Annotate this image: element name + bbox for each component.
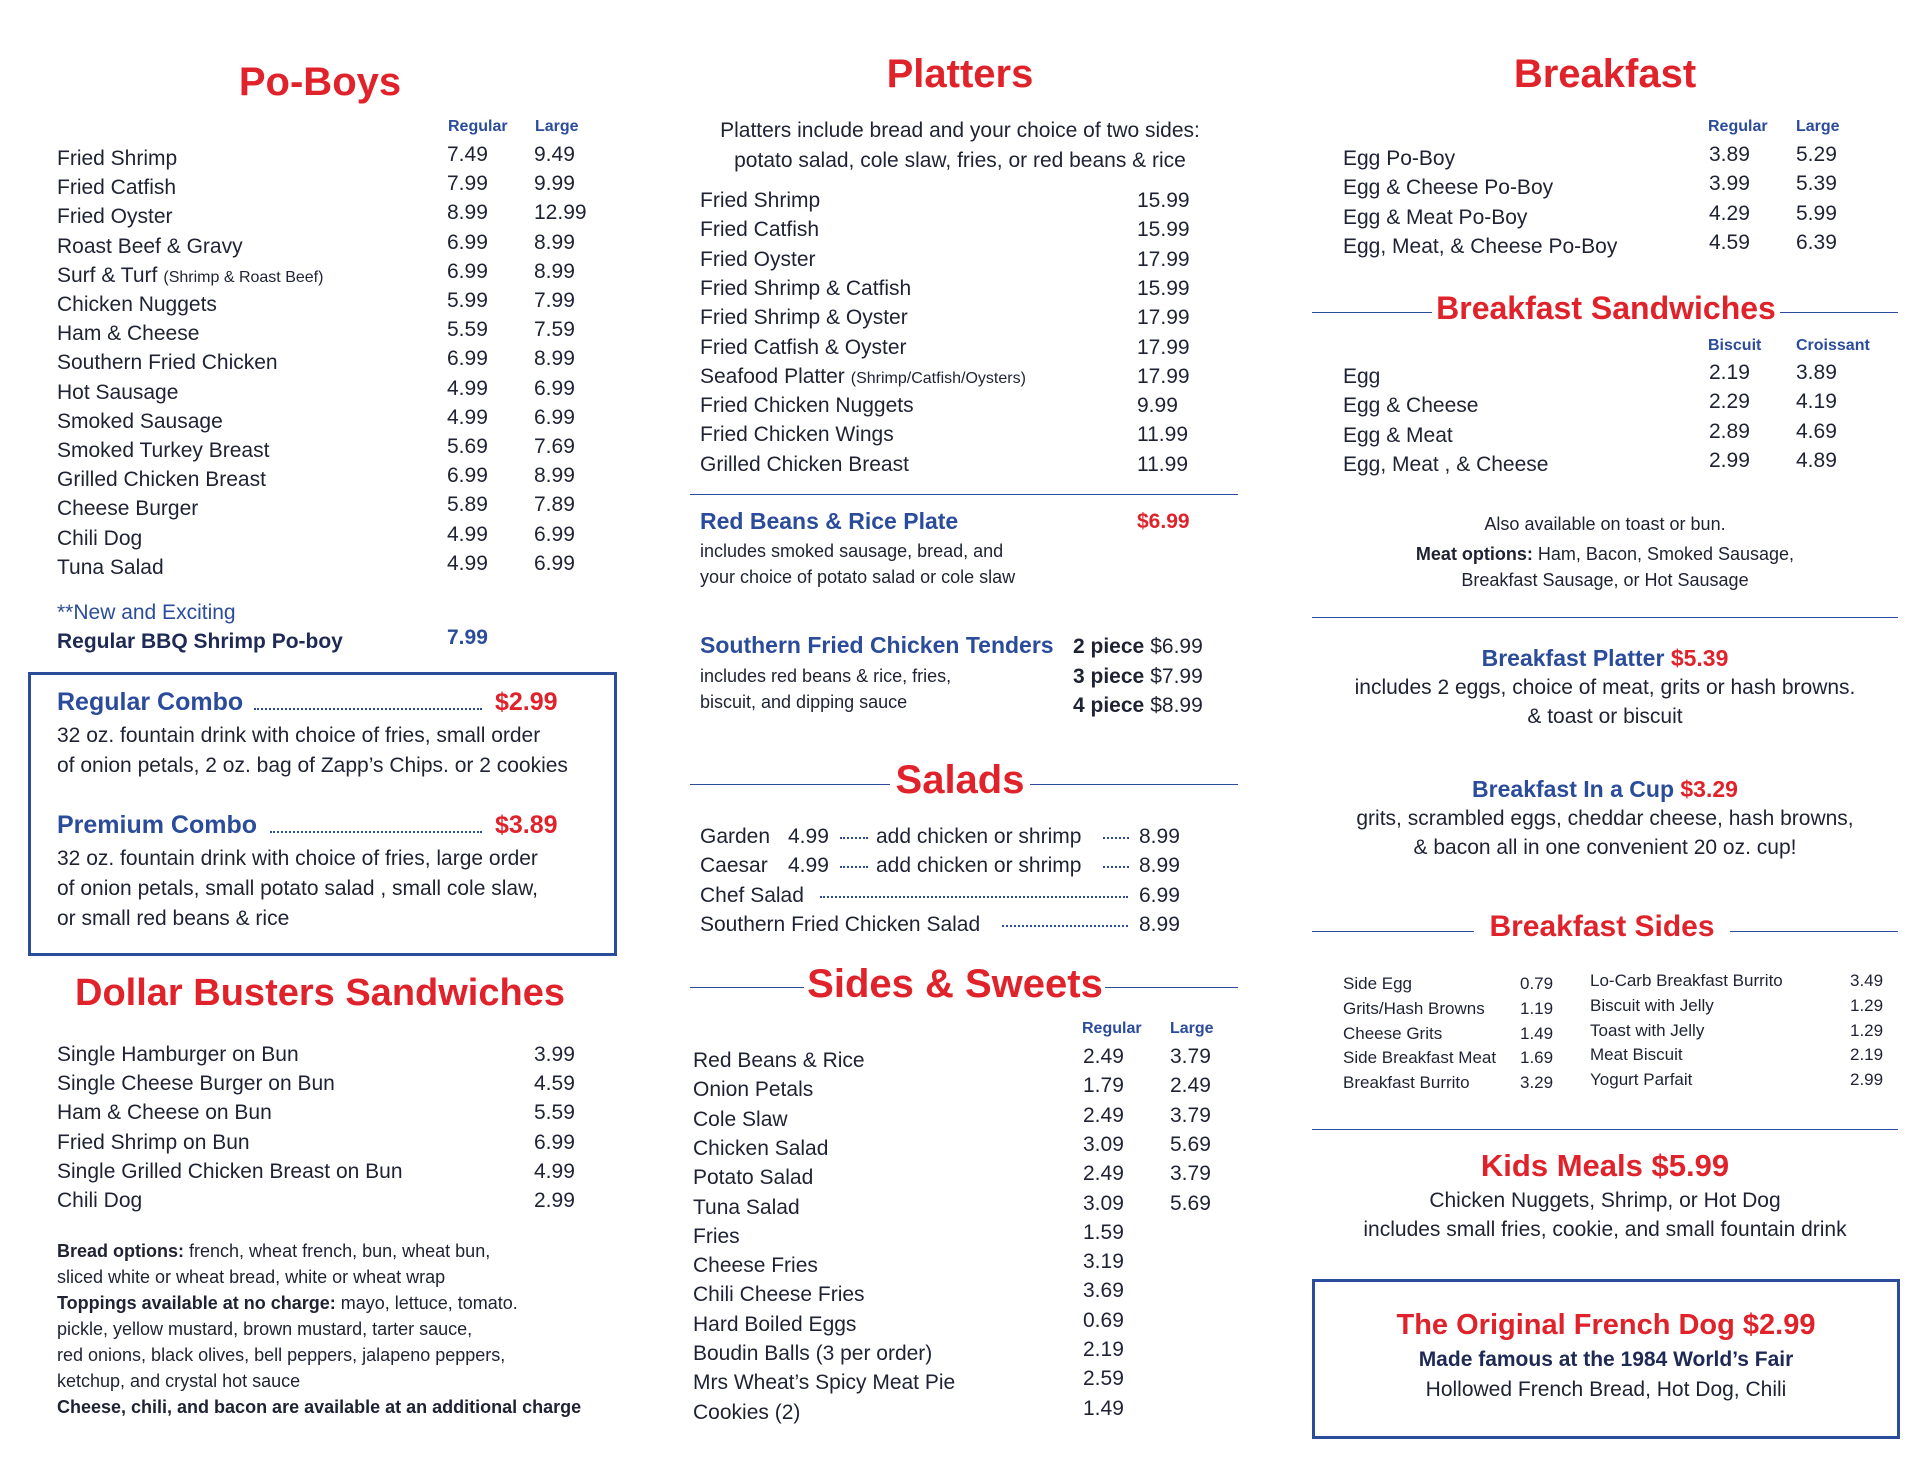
kids-line-2: includes small fries, cookie, and small fountain drink [1363,1218,1847,1241]
poboy-large-price: 6.99 [534,551,575,575]
side-name: Boudin Balls (3 per order) [693,1342,933,1365]
bsand-croissant-price: 4.89 [1796,448,1837,472]
poboy-large-price: 8.99 [534,230,575,254]
dollar-name: Single Cheese Burger on Bun [57,1072,335,1096]
salad-name: Chef Salad [700,884,804,907]
toppings-text-1: mayo, lettuce, tomato. [335,1293,518,1313]
salad-leader [840,866,868,868]
poboy-name: Fried Oyster [57,205,173,229]
side-regular-price: 2.59 [1083,1367,1124,1391]
salads-rule-left [690,784,890,785]
tender-pieces: 3 piece [1073,664,1145,688]
combo-desc-line: 32 oz. fountain drink with choice of fries, small order [57,724,541,747]
poboys-col-large: Large [535,118,579,135]
salad-addon: add chicken or shrimp [876,825,1082,848]
kids-title: Kids Meals $5.99 [1480,1148,1730,1183]
breakfast-regular-price: 4.29 [1709,201,1750,225]
dollar-name: Fried Shrimp on Bun [57,1130,250,1154]
bsand-title: Breakfast Sandwiches [1436,290,1776,326]
combo-desc-line: of onion petals, 2 oz. bag of Zapp’s Chips. or 2 cookies [57,754,568,777]
side-name: Mrs Wheat’s Spicy Meat Pie [693,1371,956,1395]
combo-name: Premium Combo [57,811,258,839]
frenchdog-title: The Original French Dog $2.99 [1396,1309,1816,1341]
poboy-regular-price: 6.99 [447,259,488,283]
side-large-price: 5.69 [1170,1132,1211,1156]
platter-price: 11.99 [1137,423,1188,447]
poboy-name: Smoked Sausage [57,409,223,433]
side-large-price: 3.79 [1170,1103,1211,1127]
platters-title: Platters [886,52,1034,96]
bsand-name: Egg & Cheese [1343,394,1479,418]
platter-note: (Shrimp/Catfish/Oysters) [850,369,1026,387]
sides-col-regular: Regular [1082,1020,1142,1037]
bsides-rule-left [1312,931,1474,932]
dollar-price: 5.59 [534,1101,575,1125]
bside-price: 1.29 [1850,1020,1884,1040]
platter-price: 9.99 [1137,394,1178,418]
poboy-regular-price: 6.99 [447,464,488,488]
breakfast-name: Egg & Cheese Po-Boy [1343,176,1554,200]
poboy-regular-price: 4.99 [447,405,488,429]
frenchdog [1312,1305,1900,1405]
salad-addon-price: 8.99 [1139,854,1180,878]
bsand-croissant-price: 4.69 [1796,419,1837,443]
combo-desc-line: of onion petals, small potato salad , small cole slaw, [57,877,538,900]
frenchdog-line-2: Hollowed French Bread, Hot Dog, Chili [1425,1378,1787,1401]
sides-rule-left [690,987,804,988]
poboy-regular-price: 8.99 [447,201,488,225]
bside-name: Toast with Jelly [1590,1020,1705,1040]
combo-desc [57,721,568,781]
combo-desc-line: 32 oz. fountain drink with choice of fries, large order [57,847,538,870]
bside-name: Biscuit with Jelly [1590,995,1714,1015]
poboy-large-price: 6.99 [534,376,575,400]
dollar-name: Chili Dog [57,1189,143,1212]
side-name: Potato Salad [693,1166,814,1190]
bread-options [57,1238,627,1420]
poboy-large-price: 6.99 [534,522,575,546]
bside-name: Cheese Grits [1343,1023,1443,1043]
bside-price: 1.69 [1520,1048,1554,1068]
redbeans-price: $6.99 [1137,510,1190,533]
redbeans-desc-1: includes smoked sausage, bread, and [700,541,1004,561]
toppings-text-2: pickle, yellow mustard, brown mustard, tarter sauce, [57,1319,473,1339]
side-name: Chicken Salad [693,1136,829,1160]
tenders-name: Southern Fried Chicken Tenders [700,632,1054,658]
tender-price: $7.99 [1150,664,1203,688]
breakfast-large-price: 6.39 [1796,230,1837,254]
platter-name: Fried Catfish & Oyster [700,335,907,359]
meat-text-2: Breakfast Sausage, or Hot Sausage [1461,570,1749,590]
side-regular-price: 3.09 [1083,1132,1124,1156]
side-regular-price: 2.49 [1083,1103,1124,1127]
platter-name: Seafood Platter (Shrimp/Catfish/Oysters) [700,364,1026,388]
bread-text-2: sliced white or wheat bread, white or wheat wrap [57,1267,446,1287]
new-item: Regular BBQ Shrimp Po-boy [57,630,343,653]
bside-price: 1.19 [1520,998,1554,1018]
poboy-large-price: 8.99 [534,464,575,488]
breakfast-title: Breakfast [1513,52,1697,96]
platter-name: Grilled Chicken Breast [700,452,909,476]
poboys-col-regular: Regular [448,118,508,135]
poboy-name: Ham & Cheese [57,322,200,346]
side-large-price: 3.79 [1170,1045,1211,1068]
bside-price: 2.19 [1850,1045,1884,1065]
side-regular-price: 2.49 [1083,1162,1124,1186]
platters-intro-2: potato salad, cole slaw, fries, or red beans & rice [734,149,1186,172]
platters-intro [690,116,1230,176]
poboy-large-price: 7.89 [534,493,575,517]
salad-leader [1103,837,1129,839]
salad-name: Garden [700,825,771,848]
poboy-name: Southern Fried Chicken [57,351,278,375]
dollar-price: 6.99 [534,1130,575,1154]
side-name: Hard Boiled Eggs [693,1312,857,1336]
platter-price: 17.99 [1137,335,1190,359]
platters-divider [690,494,1238,495]
bsand-croissant-price: 3.89 [1796,361,1837,384]
poboy-large-price: 12.99 [534,201,587,225]
toppings-text-3: red onions, black olives, bell peppers, jalapeno peppers, [57,1345,506,1365]
bcup-price: $3.29 [1680,776,1738,802]
tender-price: $6.99 [1150,635,1203,658]
bsand-biscuit-price: 2.89 [1709,419,1750,443]
bside-name: Yogurt Parfait [1590,1070,1693,1090]
bcup-desc-1: grits, scrambled eggs, cheddar cheese, hash browns, [1356,807,1854,830]
bside-price: 1.29 [1850,995,1884,1015]
combo-desc [57,844,538,934]
bsand-name: Egg, Meat , & Cheese [1343,452,1549,476]
salad-name: Caesar [700,854,768,878]
salad-addon: add chicken or shrimp [876,854,1082,878]
breakfast-name: Egg, Meat, & Cheese Po-Boy [1343,234,1618,258]
salads-rule-right [1030,784,1238,785]
breakfast-col-large: Large [1796,118,1840,135]
platters-intro-1: Platters include bread and your choice of two sides: [720,119,1200,142]
platter-price: 15.99 [1137,276,1190,300]
dollar-price: 4.99 [534,1159,575,1183]
side-regular-price: 1.79 [1083,1074,1124,1098]
bside-price: 1.49 [1520,1023,1554,1043]
bsand-rule-left [1312,312,1432,313]
side-name: Chili Cheese Fries [693,1283,865,1307]
bsides-rule-right [1730,931,1898,932]
poboy-name: Surf & Turf (Shrimp & Roast Beef) [57,263,324,287]
salad-leader [1103,866,1129,868]
salad-price: 6.99 [1139,884,1180,907]
bsand-divider [1312,617,1898,618]
side-name: Tuna Salad [693,1195,800,1219]
kids-line-1: Chicken Nuggets, Shrimp, or Hot Dog [1429,1189,1781,1212]
tender-option [1073,691,1203,720]
combo-name: Regular Combo [57,688,244,716]
salad-price: 4.99 [788,854,829,878]
tender-pieces: 2 piece [1073,635,1145,658]
poboy-regular-price: 5.89 [447,493,488,517]
platter-name: Fried Chicken Wings [700,423,894,447]
platter-price: 17.99 [1137,306,1190,330]
poboy-name: Hot Sausage [57,380,179,404]
side-name: Red Beans & Rice [693,1049,865,1072]
bside-name: Grits/Hash Browns [1343,998,1485,1018]
side-regular-price: 1.59 [1083,1220,1124,1244]
platter-price: 15.99 [1137,218,1190,242]
side-regular-price: 3.19 [1083,1250,1124,1274]
poboy-large-price: 7.99 [534,289,575,312]
tenders-desc [700,663,951,715]
bplatter-name: Breakfast Platter [1481,645,1665,671]
poboy-regular-price: 4.99 [447,551,488,575]
bside-price: 3.49 [1850,971,1884,990]
sides-col-large: Large [1170,1020,1214,1037]
bside-name: Breakfast Burrito [1343,1073,1470,1093]
breakfast-regular-price: 3.89 [1709,143,1750,166]
bsides-title: Breakfast Sides [1489,910,1715,943]
platter-name: Fried Oyster [700,247,816,271]
redbeans-name: Red Beans & Rice Plate [700,508,959,534]
bread-text-1: french, wheat french, bun, wheat bun, [184,1241,491,1261]
bplatter-desc-2: & toast or biscuit [1527,705,1683,728]
kids [1312,1146,1898,1244]
side-large-price: 5.69 [1170,1191,1211,1215]
meat-label: Meat options: [1415,544,1533,564]
platter-name: Fried Chicken Nuggets [700,394,914,418]
bcup-desc-2: & bacon all in one convenient 20 oz. cup! [1413,836,1797,859]
bsand-name: Egg [1343,365,1381,388]
poboy-name: Smoked Turkey Breast [57,439,270,462]
side-large-price: 2.49 [1170,1074,1211,1098]
dollar-name: Ham & Cheese on Bun [57,1101,272,1125]
bside-name: Lo-Carb Breakfast Burrito [1590,971,1783,990]
breakfast-large-price: 5.29 [1796,143,1837,166]
poboy-large-price: 9.99 [534,172,575,196]
salad-leader [840,837,868,839]
bsand-croissant-price: 4.19 [1796,390,1837,414]
bside-name: Side Egg [1343,974,1412,993]
platter-name: Fried Shrimp & Catfish [700,276,912,300]
poboy-large-price: 6.99 [534,405,575,429]
poboy-regular-price: 6.99 [447,230,488,254]
breakfast-large-price: 5.99 [1796,201,1837,225]
platter-name: Fried Shrimp & Oyster [700,306,908,330]
toppings-label: Toppings available at no charge: [57,1293,336,1313]
combo-price: $2.99 [495,688,558,716]
poboy-name: Roast Beef & Gravy [57,234,243,258]
side-regular-price: 3.69 [1083,1279,1124,1303]
breakfast-regular-price: 3.99 [1709,172,1750,196]
platter-price: 17.99 [1137,247,1190,271]
poboy-name: Chili Dog [57,526,143,550]
side-regular-price: 2.19 [1083,1338,1124,1361]
bsand-also: Also available on toast or bun. [1484,514,1726,534]
redbeans-desc [700,538,1015,590]
poboy-large-price: 8.99 [534,347,575,371]
poboy-name: Grilled Chicken Breast [57,468,266,492]
bside-price: 2.99 [1850,1070,1884,1090]
platter-price: 17.99 [1137,364,1190,388]
dollar-price: 3.99 [534,1043,575,1066]
bread-label: Bread options: [57,1241,185,1261]
salads-title: Salads [895,758,1025,802]
side-name: Onion Petals [693,1078,814,1102]
tender-price: $8.99 [1150,694,1203,717]
bside-name: Side Breakfast Meat [1343,1048,1497,1068]
breakfast-name: Egg & Meat Po-Boy [1343,205,1528,229]
salad-name: Southern Fried Chicken Salad [700,913,981,937]
platter-name: Fried Shrimp [700,189,821,212]
breakfast-large-price: 5.39 [1796,172,1837,196]
bsand-notes [1312,511,1898,593]
breakfast-col-regular: Regular [1708,118,1768,135]
new-label: **New and Exciting [57,601,236,624]
poboy-regular-price: 4.99 [447,522,488,546]
poboy-name: Tuna Salad [57,555,164,579]
poboy-large-price: 9.49 [534,143,575,166]
dollar-title: Dollar Busters Sandwiches [75,972,565,1014]
tender-option [1073,662,1203,691]
extra-charge: Cheese, chili, and bacon are available at an additional charge [57,1397,582,1417]
side-name: Cookies (2) [693,1400,801,1424]
combo-leader [270,831,482,833]
dollar-price: 4.59 [534,1072,575,1096]
breakfast-regular-price: 4.59 [1709,230,1750,254]
bsand-col-croissant: Croissant [1796,337,1870,354]
side-regular-price: 1.49 [1083,1396,1124,1420]
poboy-large-price: 8.99 [534,259,575,283]
bplatter [1312,644,1898,731]
poboy-regular-price: 5.99 [447,289,488,312]
dollar-name: Single Hamburger on Bun [57,1043,299,1066]
bside-price: 0.79 [1520,974,1554,993]
poboy-name: Fried Catfish [57,176,177,200]
poboy-name: Cheese Burger [57,497,199,521]
bsand-biscuit-price: 2.29 [1709,390,1750,414]
bplatter-price: $5.39 [1670,645,1729,671]
side-name: Fries [693,1224,740,1248]
bcup-name: Breakfast In a Cup [1472,776,1674,802]
poboy-regular-price: 4.99 [447,376,488,400]
bsand-biscuit-price: 2.99 [1709,448,1750,472]
platter-price: 15.99 [1137,189,1190,212]
combo-price: $3.89 [495,811,558,839]
side-regular-price: 3.09 [1083,1191,1124,1215]
dollar-price: 2.99 [534,1189,575,1212]
bsides-divider [1312,1129,1898,1130]
side-regular-price: 0.69 [1083,1308,1124,1332]
poboy-large-price: 7.59 [534,318,575,342]
combo-leader [254,708,482,710]
poboy-large-price: 7.69 [534,435,575,458]
tender-pieces: 4 piece [1073,694,1145,717]
bsand-col-biscuit: Biscuit [1708,337,1762,354]
side-name: Cheese Fries [693,1254,818,1278]
frenchdog-line-1: Made famous at the 1984 World’s Fair [1418,1348,1794,1371]
bside-price: 3.29 [1520,1073,1554,1093]
bcup [1312,775,1898,862]
bsand-name: Egg & Meat [1343,423,1453,447]
tender-option [1073,632,1203,661]
new-price: 7.99 [447,626,488,649]
side-large-price: 3.79 [1170,1162,1211,1186]
poboys-title: Po-Boys [238,60,402,104]
sides-title: Sides & Sweets [807,962,1103,1006]
side-name: Cole Slaw [693,1107,788,1131]
bsand-rule-right [1780,312,1898,313]
tenders-desc-2: biscuit, and dipping sauce [700,692,908,712]
poboy-note: (Shrimp & Roast Beef) [163,268,324,286]
bsand-biscuit-price: 2.19 [1709,361,1750,384]
poboy-regular-price: 7.49 [447,143,488,166]
side-regular-price: 2.49 [1083,1045,1124,1068]
meat-text-1: Ham, Bacon, Smoked Sausage, [1532,544,1795,564]
dollar-name: Single Grilled Chicken Breast on Bun [57,1159,403,1183]
breakfast-name: Egg Po-Boy [1343,147,1456,170]
salad-price: 8.99 [1139,913,1180,937]
poboy-regular-price: 7.99 [447,172,488,196]
platter-name: Fried Catfish [700,218,820,242]
poboy-regular-price: 5.59 [447,318,488,342]
combo-desc-line: or small red beans & rice [57,907,290,930]
salad-addon-price: 8.99 [1139,825,1180,848]
bside-name: Meat Biscuit [1590,1045,1683,1065]
poboy-regular-price: 5.69 [447,435,488,458]
toppings-text-4: ketchup, and crystal hot sauce [57,1371,301,1391]
salad-leader [820,896,1128,898]
poboy-name: Chicken Nuggets [57,293,217,316]
redbeans-desc-2: your choice of potato salad or cole slaw [700,567,1016,587]
sides-rule-right [1105,987,1238,988]
tenders-desc-1: includes red beans & rice, fries, [700,666,952,686]
salad-leader [1002,925,1128,927]
poboy-regular-price: 6.99 [447,347,488,371]
poboy-name: Fried Shrimp [57,147,178,170]
salad-price: 4.99 [788,825,829,848]
bplatter-desc-1: includes 2 eggs, choice of meat, grits or hash browns. [1354,676,1856,699]
platter-price: 11.99 [1137,452,1188,476]
